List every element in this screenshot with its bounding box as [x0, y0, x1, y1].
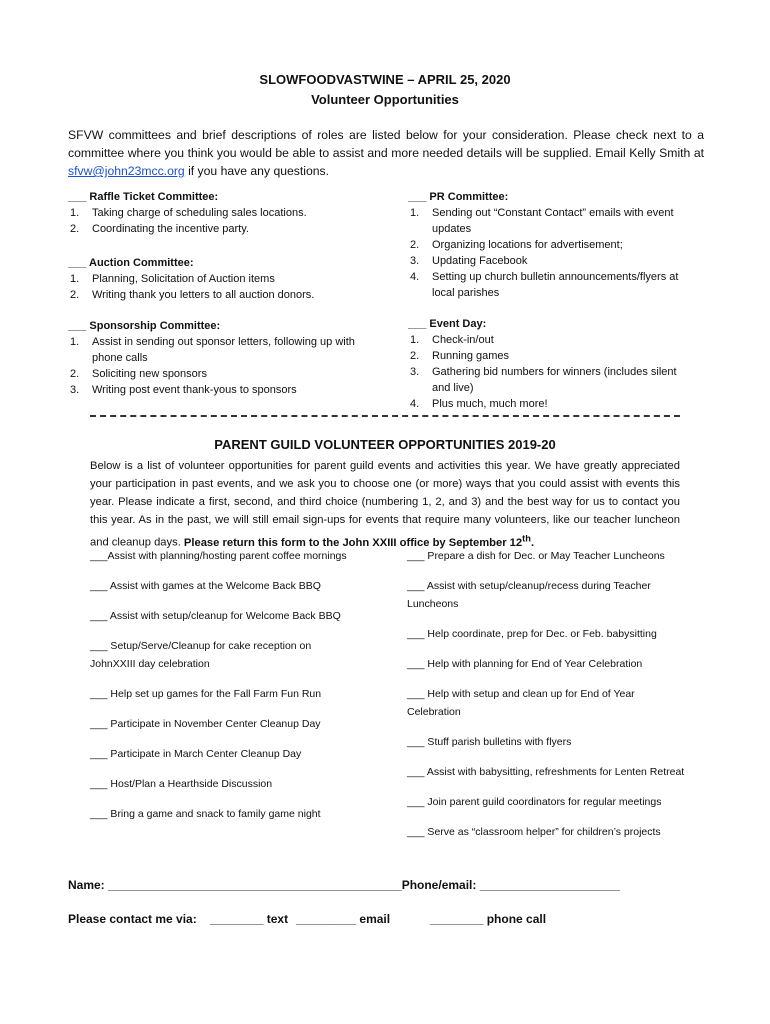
list-item: 2. Organizing locations for advertisement;: [410, 239, 623, 251]
contact-email-link[interactable]: sfvw@john23mcc.org: [68, 164, 185, 178]
option-item[interactable]: ___ Participate in March Center Cleanup Day: [90, 748, 302, 760]
name-phone-line: [68, 878, 620, 892]
parent-guild-description: Below is a list of volunteer opportunities for parent guild events and activities this year. We have greatly appreciated your participation in past events, and we ask you to choose one (or more) ways that you could assist with events this year. Please indicate a first, second, and third choice (numbering 1, 2, and 3) and the best way for us to contact you this year. As in the past, we will still email sign-ups for events that require many volunteers, like our teacher luncheon and cleanup days. Please return this form to the John XXIII office by September 12th.: [90, 460, 680, 549]
contact-phone-option[interactable]: ________ phone call: [430, 912, 547, 926]
option-item[interactable]: ___ Assist with setup/cleanup/recess during Teacher Luncheons: [407, 580, 651, 610]
option-item[interactable]: ___ Participate in November Center Cleanup Day: [90, 718, 321, 730]
pr-committee: [408, 189, 688, 301]
contact-label: Please contact me via:: [68, 912, 197, 926]
list-item: 2. Writing thank you letters to all auction donors.: [70, 289, 315, 301]
raffle-committee: [68, 189, 368, 237]
section-divider: [90, 415, 680, 417]
intro-paragraph: [68, 126, 704, 180]
phone-email-label: Phone/email:: [401, 878, 477, 892]
list-item: 1. Check-in/out: [410, 334, 494, 346]
sponsorship-committee: [68, 318, 358, 398]
list-item: 2. Soliciting new sponsors: [70, 368, 207, 380]
phone-email-field[interactable]: _____________________: [479, 878, 620, 892]
option-item[interactable]: ___ Help with planning for End of Year Celebration: [407, 658, 643, 670]
raffle-committee-title[interactable]: ___ Raffle Ticket Committee:: [68, 191, 219, 203]
auction-committee-title[interactable]: ___ Auction Committee:: [68, 257, 194, 269]
sponsorship-committee-title[interactable]: ___ Sponsorship Committee:: [68, 320, 221, 332]
option-item[interactable]: ___ Prepare a dish for Dec. or May Teacher Luncheons: [407, 550, 665, 562]
pr-committee-title[interactable]: ___ PR Committee:: [408, 191, 509, 203]
list-item: 3. Gathering bid numbers for winners (includes silent and live): [410, 366, 677, 394]
option-item[interactable]: ___ Help with setup and clean up for End of Year Celebration: [407, 688, 635, 718]
option-item[interactable]: ___ Assist with babysitting, refreshments for Lenten Retreat: [407, 766, 685, 778]
event-day-title[interactable]: ___ Event Day:: [408, 318, 487, 330]
document-title: SLOWFOODVASTWINE – APRIL 25, 2020: [259, 72, 511, 87]
option-item[interactable]: ___ Setup/Serve/Cleanup for cake reception on JohnXXIII day celebration: [90, 640, 312, 670]
event-day-committee: [408, 316, 688, 412]
option-item[interactable]: ___ Help set up games for the Fall Farm Fun Run: [90, 688, 322, 700]
list-item: 3. Updating Facebook: [410, 255, 528, 267]
option-item[interactable]: ___ Serve as “classroom helper” for children’s projects: [407, 826, 661, 838]
list-item: 2. Running games: [410, 350, 510, 362]
name-field[interactable]: ____________________________________________: [108, 878, 402, 892]
name-label: Name:: [68, 878, 105, 892]
option-item[interactable]: ___ Stuff parish bulletins with flyers: [407, 736, 572, 748]
option-item[interactable]: ___ Assist with setup/cleanup for Welcome Back BBQ: [90, 610, 341, 622]
option-item[interactable]: ___ Assist with games at the Welcome Back BBQ: [90, 580, 321, 592]
auction-committee: [68, 255, 368, 303]
list-item: 1. Sending out “Constant Contact” emails with event updates: [410, 207, 674, 235]
intro-suffix: if you have any questions.: [184, 164, 329, 178]
list-item: 4. Plus much, much more!: [410, 398, 548, 410]
option-item[interactable]: ___Assist with planning/hosting parent coffee mornings: [90, 550, 347, 562]
list-item: 3. Writing post event thank-yous to sponsors: [70, 384, 297, 396]
document-subtitle: Volunteer Opportunities: [311, 92, 459, 107]
list-item: 4. Setting up church bulletin announcements/flyers at local parishes: [410, 271, 679, 299]
intro-text: SFVW committees and brief descriptions of roles are listed below for your consideration. Please check next to a committee where you think you would be able to assist and more needed details will be supplied. Email Kelly Smith at: [68, 128, 704, 160]
return-note: Please return this form to the John XXIII office by September 12th.: [183, 533, 535, 549]
list-item: 2. Coordinating the incentive party.: [70, 223, 249, 235]
list-item: 1. Taking charge of scheduling sales locations.: [70, 207, 307, 219]
option-item[interactable]: ___ Bring a game and snack to family game night: [90, 808, 321, 820]
option-item[interactable]: ___ Join parent guild coordinators for regular meetings: [407, 796, 662, 808]
parent-guild-title: PARENT GUILD VOLUNTEER OPPORTUNITIES 2019-20: [214, 437, 556, 452]
option-item[interactable]: ___ Host/Plan a Hearthside Discussion: [90, 778, 273, 790]
contact-email-option[interactable]: _________ email: [296, 912, 391, 926]
list-item: 1. Assist in sending out sponsor letters, following up with phone calls: [70, 336, 355, 364]
option-item[interactable]: ___ Help coordinate, prep for Dec. or Feb. babysitting: [407, 628, 657, 640]
contact-text-option[interactable]: ________ text: [210, 912, 289, 926]
list-item: 1. Planning, Solicitation of Auction items: [70, 273, 275, 285]
